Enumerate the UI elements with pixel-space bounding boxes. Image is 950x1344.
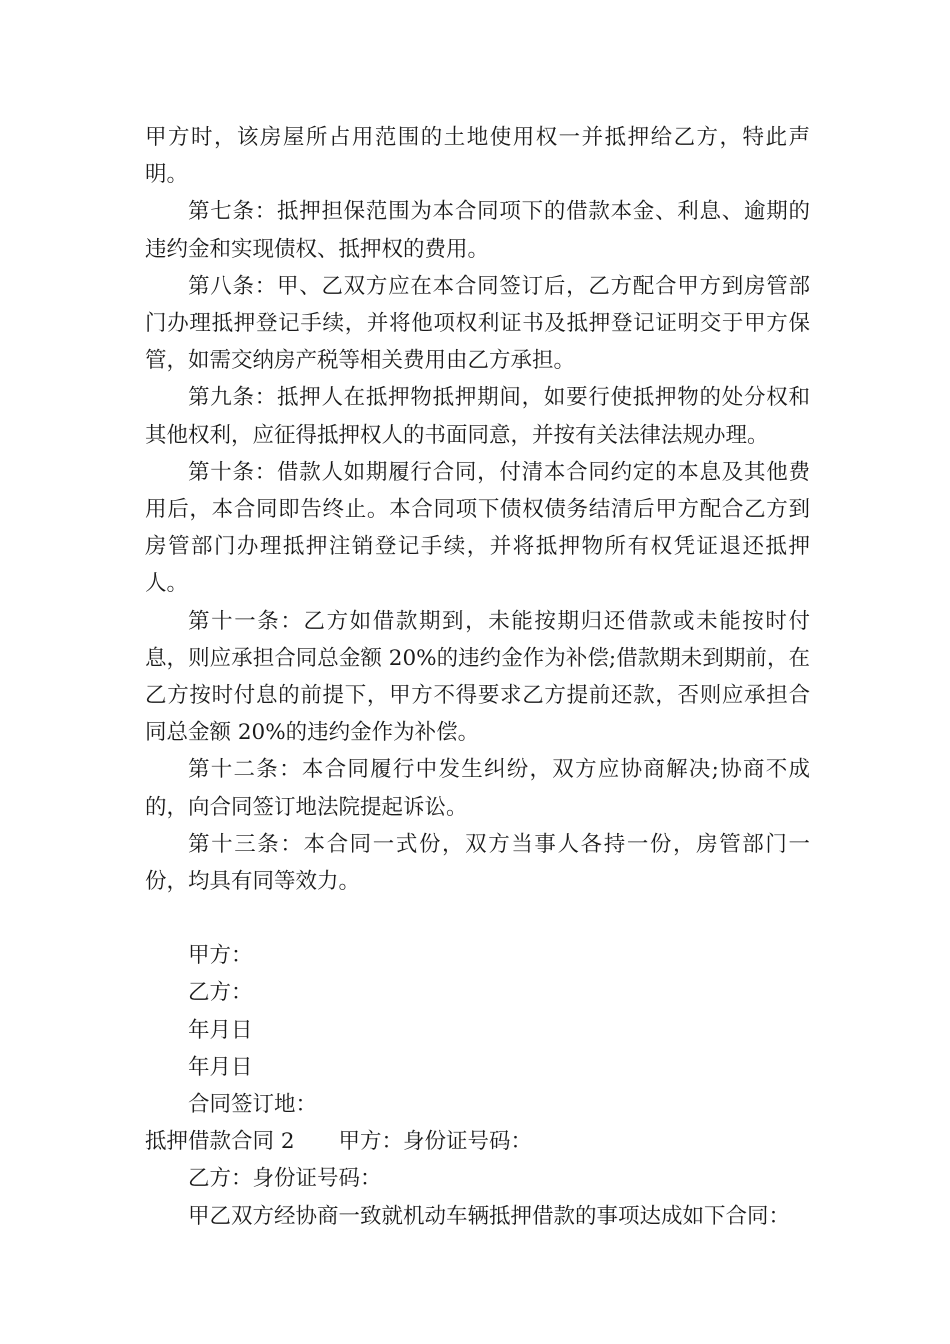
second-contract-intro: 甲乙双方经协商一致就机动车辆抵押借款的事项达成如下合同： bbox=[188, 1203, 791, 1229]
clause-12: 第十二条：本合同履行中发生纠纷，双方应协商解决;协商不成的，向合同签订地法院提起诉讼。 bbox=[145, 757, 810, 820]
second-contract-title: 抵押借款合同 2 bbox=[145, 1129, 295, 1155]
contract-body bbox=[145, 119, 810, 1235]
clause-11: 第十一条：乙方如借款期到，未能按期归还借款或未能按时付息，则应承担合同总金额 20%的违约金作为补偿;借款期未到期前，在乙方按时付息的前提下，甲方不得要求乙方提前还款，否则应承担合同总金额 20%的违约金作为补偿。 bbox=[145, 608, 810, 746]
clause-8: 第八条：甲、乙双方应在本合同签订后，乙方配合甲方到房管部门办理抵押登记手续，并将他项权利证书及抵押登记证明交于甲方保管，如需交纳房产税等相关费用由乙方承担。 bbox=[145, 273, 810, 374]
blank-line bbox=[145, 900, 810, 937]
paragraph-continuation: 甲方时，该房屋所占用范围的土地使用权一并抵押给乙方，特此声明。 bbox=[145, 125, 810, 188]
clause-9: 第九条：抵押人在抵押物抵押期间，如要行使抵押物的处分权和其他权利，应征得抵押权人的书面同意，并按有关法律法规办理。 bbox=[145, 385, 810, 448]
signature-date-b: 年月日 bbox=[188, 1054, 253, 1080]
second-contract-header bbox=[145, 1123, 810, 1160]
clause-13: 第十三条：本合同一式份，双方当事人各持一份，房管部门一份，均具有同等效力。 bbox=[145, 831, 810, 895]
signature-date-a: 年月日 bbox=[188, 1017, 253, 1043]
second-contract-party-b: 乙方：身份证号码： bbox=[188, 1166, 382, 1192]
signature-party-a: 甲方： bbox=[188, 943, 253, 969]
clause-10: 第十条：借款人如期履行合同，付清本合同约定的本息及其他费用后，本合同即告终止。本合同项下债权债务结清后甲方配合乙方到房管部门办理抵押注销登记手续，并将抵押物所有权凭证退还抵押人。 bbox=[145, 459, 810, 597]
signature-location: 合同签订地： bbox=[188, 1092, 318, 1118]
second-contract-party-a: 甲方：身份证号码： bbox=[338, 1129, 533, 1155]
clause-7: 第七条：抵押担保范围为本合同项下的借款本金、利息、逾期的违约金和实现债权、抵押权的费用。 bbox=[145, 199, 810, 262]
signature-party-b: 乙方： bbox=[188, 980, 253, 1006]
